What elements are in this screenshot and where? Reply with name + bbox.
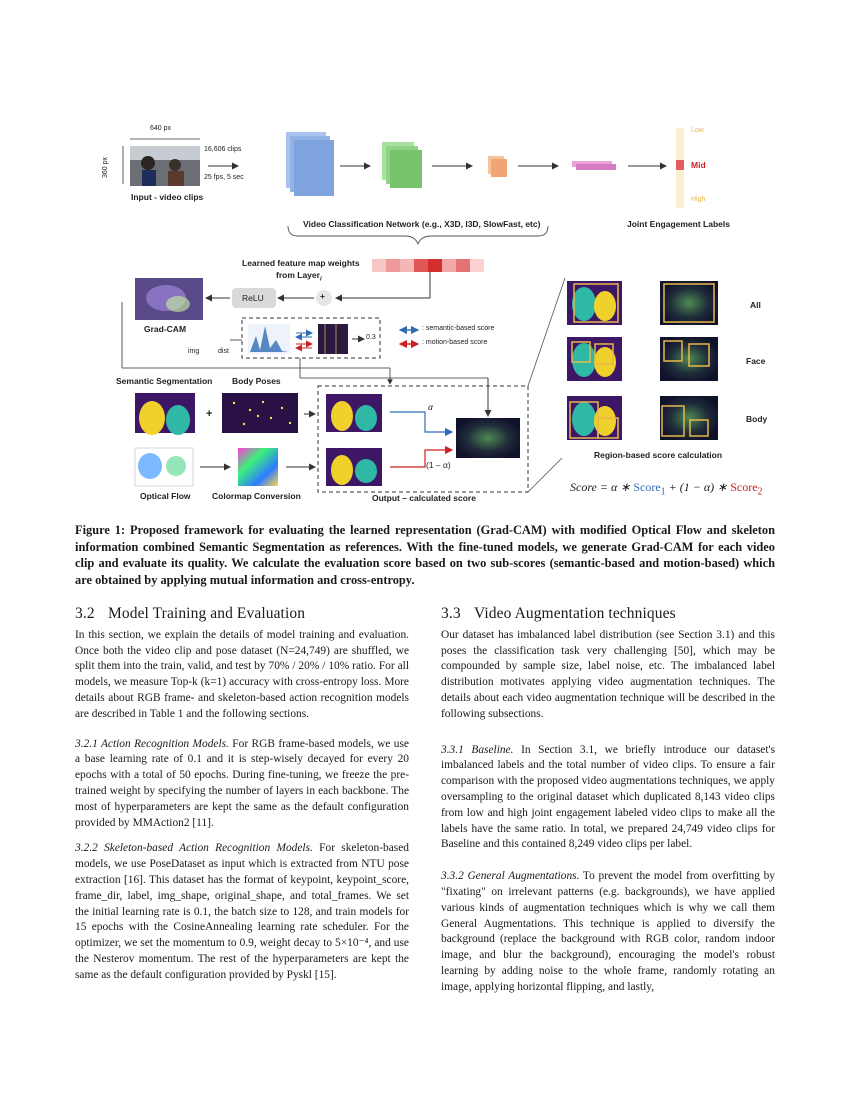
- paragraph-general-augmentations: 3.3.2 General Augmentations. To prevent the model from overfitting by "fixating" on irrelevant patterns (e.g. backgrounds), we have applied various kinds of augmentation techniques which is why we call them General Augmentations. This technique is applied to diversify the background (replace the background with RGB color, random indoor image, and blur the background), encouraging the model's robust learning by adding noise to the whole frame, randomly rotating an image, applying horizontal flipping, and lastly,: [441, 870, 775, 993]
- weights-label: Learned feature map weights: [242, 258, 360, 268]
- paragraph-baseline: 3.3.1 Baseline. In Section 3.1, we briefly introduce our dataset's imbalanced labels and the total number of video clips. To ensure a fair comparison with the proposed video augmentations techniques, we apply oversampling to the original dataset which duplicated 8,143 video clips from low and high joint engagement labeled video clips to make all the labels have the same ratio. In total, we prepared 24,749 video clips for Baseline and this contained 8,249 video clips per label.: [441, 743, 775, 851]
- alpha-label: α: [428, 402, 433, 412]
- img-label: img: [188, 348, 200, 355]
- dist-label: dist: [218, 348, 229, 355]
- weights-layer-label: from Layer$_i$: [276, 270, 322, 283]
- body-poses-label: Body Poses: [232, 376, 281, 386]
- region-row-body: [567, 396, 718, 440]
- network-layer-1: [286, 132, 334, 196]
- plus-sign: +: [206, 408, 213, 420]
- one-minus-alpha-label: (1 – α): [426, 460, 451, 470]
- legend-motion: : motion-based score: [422, 339, 488, 346]
- zoom-line-top: [528, 278, 565, 386]
- fps-label: 25 fps, 5 sec: [204, 174, 244, 181]
- colormap-image: [238, 448, 278, 486]
- formula-score1: Score$_1$: [633, 480, 666, 498]
- feature-weights-bar: [372, 259, 484, 272]
- mid-label-highlight: [676, 160, 684, 170]
- framework-figure: [100, 118, 780, 510]
- zoom-line-bottom: [528, 458, 562, 492]
- right-column: [441, 606, 775, 1006]
- region-face-label: Face: [746, 356, 766, 366]
- figure-caption: Figure 1: Proposed framework for evaluating the learned representation (Grad-CAM) with modified Optical Flow and skeleton information combined Semantic Segmentation as references. With the fine-tuned models, we generate Grad-CAM for each video clip and evaluate its quality. We calculate the evaluation score based on two sub-scores (semantic-based and motion-based) which are obtained by applying mutual information and cross-entropy.: [75, 523, 775, 587]
- labels-title: Joint Engagement Labels: [627, 219, 730, 229]
- plus-label: +: [320, 291, 325, 301]
- body-poses-image: [222, 393, 298, 433]
- network-layer-4: [572, 161, 616, 170]
- relu-label: ReLU: [242, 293, 264, 303]
- section-heading-3-2: 3.2 Model Training and Evaluation: [75, 605, 306, 622]
- paragraph-action-recognition: 3.2.1 Action Recognition Models. For RGB frame-based models, we use a base learning rate of 0.1 and it is step-wisely decayed for every 20 epochs with a total of 50 epochs. During fine-tuning, we freeze the pre-trained weight by specifying the number of layers in each backbone. The most of hyperparameters are kept the same as the default configuration provided by MMAction2 [11].: [75, 737, 409, 829]
- optical-flow-label: Optical Flow: [140, 491, 191, 501]
- level-high: High: [691, 196, 706, 203]
- section-heading-3-3: 3.3 Video Augmentation techniques: [441, 605, 676, 622]
- semantic-seg-label: Semantic Segmentation: [116, 376, 213, 386]
- distribution-matrix: [318, 324, 348, 354]
- score-value: 0.3: [366, 334, 376, 341]
- level-mid: Mid: [691, 160, 706, 170]
- region-row-all: [567, 281, 718, 325]
- colormap-label: Colormap Conversion: [212, 491, 301, 501]
- formula-score2: Score$_2$: [730, 480, 763, 498]
- region-row-face: [567, 337, 718, 381]
- legend-semantic: : semantic-based score: [422, 325, 495, 332]
- region-body-label: Body: [746, 414, 768, 424]
- region-all-label: All: [750, 300, 761, 310]
- network-layer-3: [488, 156, 507, 177]
- region-title: Region-based score calculation: [594, 450, 723, 460]
- width-label: 640 px: [150, 125, 172, 132]
- level-low: Low: [691, 127, 704, 134]
- network-layer-2: [382, 142, 422, 188]
- gradcam-label: Grad-CAM: [144, 324, 187, 334]
- height-label: 360 px: [102, 156, 109, 178]
- score-formula: Score = α ∗ Score$_1$ + (1 − α) ∗ Score$_2$: [570, 480, 763, 498]
- paragraph-model-training: In this section, we explain the details of model training and evaluation. Once both the video clip and pose dataset (N=24,749) are shuffled, we split them into the train, valid, and test by 70% / 20% / 10% ratio. For all models, we measure Top-k (k=1) accuracy with cross-entropy loss. More details about RGB frame- and skeleton-based action recognition models are described in Table 1 and the following sections.: [75, 628, 409, 720]
- output-label: Output – calculated score: [372, 493, 476, 503]
- paragraph-skeleton-models: 3.2.2 Skeleton-based Action Recognition Models. For skeleton-based models, we use PoseDataset as input which is extracted from NTU pose extraction [16]. This dataset has the format of keypoint, keypoint_score, frame_dir, label, img_shape, original_shape, and total_frames. We set the initial learning rate is 0.1, the batch size to 128, and train models for 15 epochs with the CosineAnnealing learning rate scheduler. For the optimizer, we set the momentum to 0.9, weight decay to 5×10⁻⁴, and use the Nesterov momentum. The rest of the hyperparameters are kept the same as the default configuration provided by Pyskl [15].: [75, 842, 409, 981]
- paragraph-video-augmentation: Our dataset has imbalanced label distribution (see Section 3.1) and this poses the classification task very challenging [50], which may be compounded by sample size, label noise, etc. The imbalanced label distribution motivates applying video augmentation techniques. The details about each video augmentation technique will be described in the following subsections.: [441, 628, 775, 720]
- output-heatmap: [456, 418, 520, 458]
- clips-label: 16,606 clips: [204, 146, 242, 153]
- input-title: Input - video clips: [131, 192, 204, 202]
- left-column: [75, 606, 409, 994]
- network-label: Video Classification Network (e.g., X3D, I3D, SlowFast, etc): [303, 219, 541, 229]
